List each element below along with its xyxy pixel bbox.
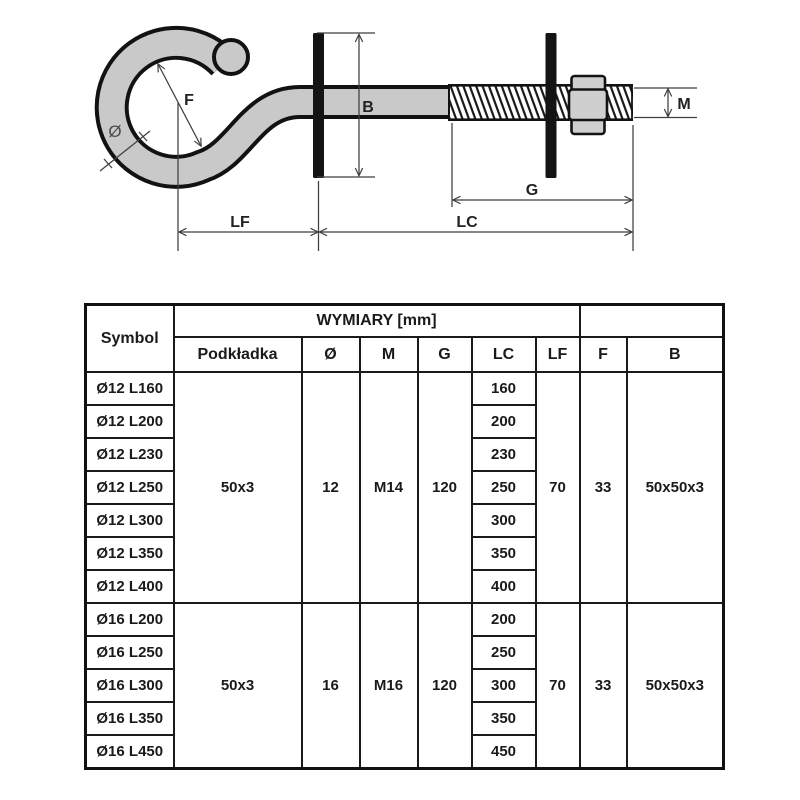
dim-label-f: F — [184, 92, 194, 109]
symbol-cell: Ø16 L200 — [86, 603, 174, 636]
symbol-cell: Ø16 L300 — [86, 669, 174, 702]
empty-header-cell — [580, 305, 724, 338]
table-row — [86, 372, 724, 405]
lc-cell: 160 — [472, 372, 536, 405]
b-cell: 50x50x3 — [627, 603, 724, 768]
m-cell: M16 — [360, 603, 418, 768]
hex-nut — [569, 76, 607, 134]
dim-label-lf: LF — [230, 214, 250, 231]
podkladka-cell: 50x3 — [174, 603, 302, 768]
symbol-cell: Ø16 L350 — [86, 702, 174, 735]
dim-label-m: M — [677, 96, 691, 113]
symbol-cell: Ø12 L350 — [86, 537, 174, 570]
symbol-cell: Ø16 L250 — [86, 636, 174, 669]
diameter-cell: 16 — [302, 603, 360, 768]
lc-cell: 250 — [472, 471, 536, 504]
col-header-f: F — [580, 337, 627, 372]
f-cell: 33 — [580, 603, 627, 768]
col-header-b: B — [627, 337, 724, 372]
col-header-g: G — [418, 337, 472, 372]
symbol-cell: Ø12 L300 — [86, 504, 174, 537]
dim-label-diameter: Ø — [108, 122, 122, 141]
col-header-lf: LF — [536, 337, 580, 372]
dim-label-lc: LC — [456, 214, 478, 231]
lc-cell: 230 — [472, 438, 536, 471]
lf-cell: 70 — [536, 603, 580, 768]
symbol-cell: Ø12 L200 — [86, 405, 174, 438]
dim-label-b: B — [362, 99, 374, 116]
symbol-header: Symbol — [86, 305, 174, 373]
g-cell: 120 — [418, 603, 472, 768]
lc-cell: 450 — [472, 735, 536, 768]
col-header-diameter: Ø — [302, 337, 360, 372]
dimension-lines — [100, 33, 697, 251]
symbol-cell: Ø12 L160 — [86, 372, 174, 405]
symbol-cell: Ø12 L230 — [86, 438, 174, 471]
g-cell: 120 — [418, 372, 472, 603]
lf-cell: 70 — [536, 372, 580, 603]
technical-drawing — [0, 0, 800, 298]
header-row-top — [86, 305, 724, 338]
lc-cell: 200 — [472, 405, 536, 438]
col-header-lc: LC — [472, 337, 536, 372]
lc-cell: 300 — [472, 669, 536, 702]
m-cell: M14 — [360, 372, 418, 603]
lc-cell: 400 — [472, 570, 536, 603]
washer-plate-right — [546, 33, 557, 178]
podkladka-cell: 50x3 — [174, 372, 302, 603]
hook-ball-end — [214, 40, 248, 74]
lc-cell: 250 — [472, 636, 536, 669]
header-row-columns — [86, 337, 724, 372]
washer-plate-left — [313, 33, 324, 178]
table-row — [86, 603, 724, 636]
lc-cell: 350 — [472, 537, 536, 570]
lc-cell: 350 — [472, 702, 536, 735]
dim-label-g: G — [525, 182, 539, 199]
symbol-cell: Ø12 L400 — [86, 570, 174, 603]
lc-cell: 300 — [472, 504, 536, 537]
dimension-table — [84, 303, 725, 770]
f-cell: 33 — [580, 372, 627, 603]
diameter-cell: 12 — [302, 372, 360, 603]
wymiary-header: WYMIARY [mm] — [174, 305, 580, 338]
symbol-cell: Ø12 L250 — [86, 471, 174, 504]
lc-cell: 200 — [472, 603, 536, 636]
col-header-m: M — [360, 337, 418, 372]
symbol-cell: Ø16 L450 — [86, 735, 174, 768]
b-cell: 50x50x3 — [627, 372, 724, 603]
col-header-podkladka: Podkładka — [174, 337, 302, 372]
